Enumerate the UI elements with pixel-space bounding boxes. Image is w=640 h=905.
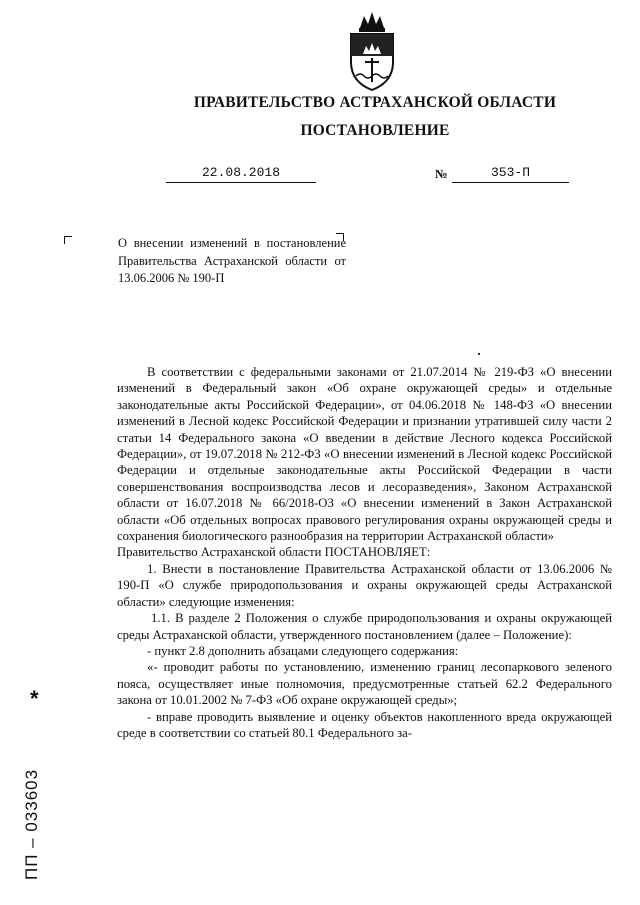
document-date: 22.08.2018: [166, 165, 316, 183]
document-body: [117, 364, 612, 741]
document-subject: О внесении изменений в постановление Правительства Астраханской области от 13.06.2006 № 190-П: [118, 236, 346, 285]
coat-of-arms-icon: [343, 10, 401, 92]
margin-star-mark: *: [30, 686, 39, 711]
item-1-paragraph: 1. Внести в постановление Правительства Астраханской области от 13.06.2006 № 190-П «О службе природопользования и охраны окружающей среды Астраханской области» следующие изменения:: [117, 561, 612, 609]
preamble-paragraph: В соответствии с федеральными законами от 21.07.2014 № 219-ФЗ «О внесении изменений в Федеральный закон «Об охране окружающей среды» и отдельные законодательные акты Российской Федерации», от 04.06.2018 № 148-ФЗ «О внесении изменений в Лесной кодекс Российской Федерации и признании утратившей силу части 2 статьи 14 Федерального закона «О введении в действие Лесного кодекса Российской Федерации», от 19.07.2018 № 212-ФЗ «О внесении изменений в Лесной кодекс Российской Федерации и отдельные законодательные акты Российской Федерации в части совершенствования воспроизводства лесов и лесоразведения», Законом Астраханской области от 16.07.2018 № 66/2018-ОЗ «О внесении изменений в Закон Астраханской области «Об отдельных вопросах правового регулирования охраны окружающей среды и сохранения биологического разнообразия на территории Астраханской области»: [117, 365, 612, 544]
margin-serial-stamp: [22, 690, 62, 880]
item-1-1-a-paragraph: - пункт 2.8 дополнить абзацами следующего содержания:: [147, 643, 459, 658]
quote-2-paragraph: - вправе проводить выявление и оценку объектов накопленного вреда окружающей среде в соответствии со статьей 80.1 Федерального за-: [117, 709, 612, 740]
government-title: ПРАВИТЕЛЬСТВО АСТРАХАНСКОЙ ОБЛАСТИ: [193, 94, 557, 111]
document-number: 353-П: [452, 165, 569, 183]
number-label: №: [435, 167, 448, 181]
subject-corner-left: [64, 236, 72, 244]
resolves-paragraph: Правительство Астраханской области ПОСТАНОВЛЯЕТ:: [117, 545, 431, 560]
quote-1-paragraph: «- проводит работы по установлению, изменению границ лесопаркового зеленого пояса, осуществляет иные полномочия, предусмотренные статьей 62.2 Федерального закона от 10.01.2002 № 7-ФЗ «Об охране окружающей среды»;: [117, 660, 612, 708]
document-type: ПОСТАНОВЛЕНИЕ: [300, 122, 450, 139]
margin-serial-text: ПП – 033603: [22, 768, 41, 880]
scan-speck: [478, 353, 480, 355]
item-1-1-paragraph: 1.1. В разделе 2 Положения о службе природопользования и охраны окружающей среды Астраханской области, утвержденного постановлением (далее – Положение):: [117, 611, 612, 642]
